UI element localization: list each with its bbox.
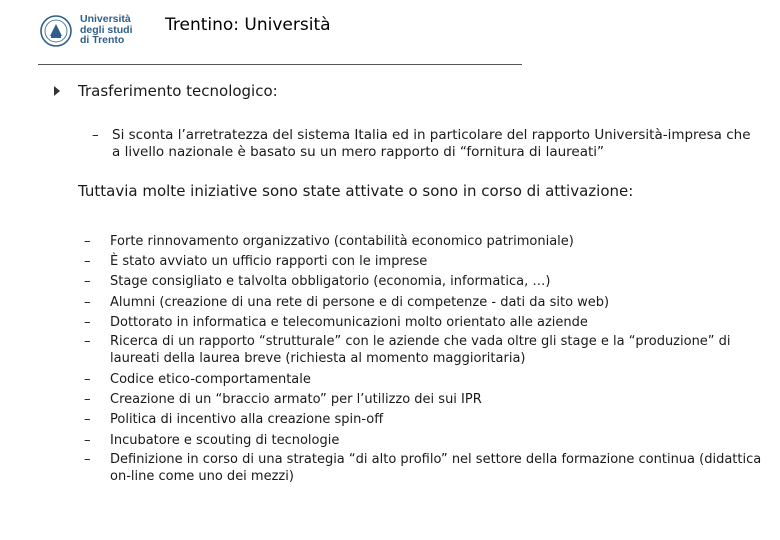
- sub-point: [92, 127, 752, 161]
- list-item: [84, 370, 764, 390]
- dash-marker: –: [84, 234, 91, 249]
- list-item-text: Forte rinnovamento organizzativo (contabilità economico patrimoniale): [110, 234, 574, 249]
- list-item-text: Dottorato in informatica e telecomunicazioni molto orientato alle aziende: [110, 314, 588, 330]
- summary-statement: Tuttavia molte iniziative sono state attivate o sono in corso di attivazione:: [78, 182, 634, 200]
- title-divider: [38, 64, 522, 65]
- bullet-arrow-icon: [54, 86, 60, 96]
- list-item: [84, 333, 764, 370]
- dash-marker: –: [84, 392, 91, 408]
- list-item: [84, 293, 764, 313]
- list-item-text: Incubatore e scouting di tecnologie: [110, 432, 340, 448]
- logo-line: di Trento: [80, 34, 125, 46]
- dash-marker: –: [84, 254, 91, 270]
- dash-marker: –: [84, 334, 91, 350]
- dash-marker: –: [84, 432, 91, 448]
- list-item: [84, 390, 764, 410]
- list-item: [84, 272, 764, 292]
- list-item: [84, 252, 764, 272]
- slide-title: Trentino: Università: [165, 15, 331, 35]
- list-item-text: Politica di incentivo alla creazione spin-off: [110, 412, 384, 428]
- dash-marker: –: [84, 314, 91, 330]
- initiatives-list: [84, 232, 764, 488]
- dash-marker: –: [84, 412, 91, 428]
- dash-marker: –: [84, 294, 91, 310]
- dash-marker: –: [84, 372, 91, 388]
- dash-marker: –: [84, 451, 91, 467]
- list-item: [84, 431, 764, 451]
- logo-line: degli studi: [80, 23, 133, 36]
- list-item: [84, 313, 764, 333]
- logo-line: Università: [80, 13, 131, 25]
- list-item-text: Definizione in corso di una strategia “di alto profilo” nel settore della formazione continua (didattica on-line come uno dei mezzi): [110, 451, 762, 484]
- list-item-text: Codice etico-comportamentale: [110, 372, 311, 388]
- list-item: [84, 451, 764, 488]
- list-item: [84, 232, 764, 252]
- list-item-text: Creazione di un “braccio armato” per l’utilizzo dei sui IPR: [110, 392, 482, 408]
- list-item-text: È stato avviato un ufficio rapporti con le imprese: [110, 254, 428, 270]
- dash-marker: –: [92, 127, 99, 143]
- list-item: [84, 410, 764, 430]
- section-heading: Trasferimento tecnologico:: [78, 82, 278, 100]
- dash-marker: –: [84, 274, 91, 290]
- list-item-text: Ricerca di un rapporto “strutturale” con le aziende che vada oltre gli stage e la “produzione” di laureati della laurea breve (richiesta al momento maggioritaria): [110, 334, 731, 367]
- logo-wordmark: [80, 14, 133, 46]
- list-item-text: Stage consigliato e talvolta obbligatorio (economia, informatica, …): [110, 274, 551, 290]
- list-item-text: Alumni (creazione di una rete di persone e di competenze - dati da sito web): [110, 294, 610, 310]
- sub-point-text: Si sconta l’arretratezza del sistema Italia ed in particolare del rapporto Università-impresa che a livello nazionale è basato su un mero rapporto di “fornitura di laureati”: [112, 127, 751, 160]
